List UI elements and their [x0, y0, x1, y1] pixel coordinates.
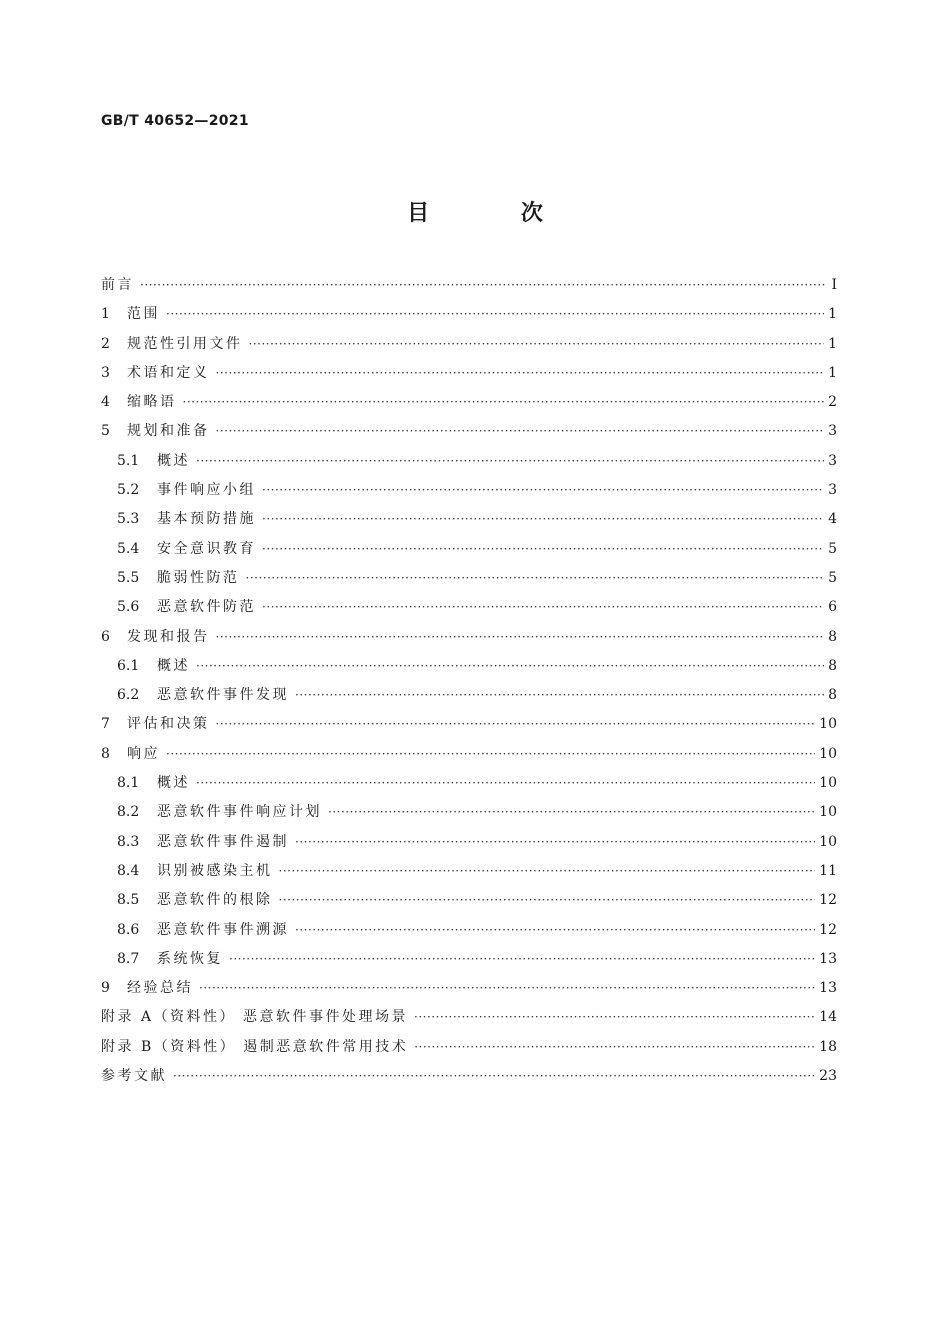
toc-dot-leader — [279, 893, 816, 907]
toc-entry-label: 前言 — [101, 277, 134, 293]
toc-entry-label: 发现和报告 — [127, 628, 210, 645]
toc-entry-label: 恶意软件事件响应计划 — [157, 804, 322, 821]
toc-entry[interactable] — [101, 743, 837, 772]
toc-entry-number: 8.4 — [117, 862, 140, 879]
toc-entry[interactable] — [101, 1065, 837, 1094]
toc-dot-leader — [216, 424, 825, 438]
toc-dot-leader — [173, 1069, 815, 1083]
toc-entry[interactable] — [101, 655, 837, 684]
toc-entry-number: 6 — [101, 628, 110, 645]
toc-dot-leader — [166, 747, 815, 761]
toc-entry[interactable] — [101, 889, 837, 918]
toc-dot-leader — [229, 952, 815, 966]
toc-entry-page-number: 12 — [819, 921, 837, 938]
toc-entry-page-number: 6 — [828, 599, 837, 616]
toc-entry-page-number: 3 — [828, 423, 837, 440]
toc-entry-page-number: 10 — [819, 804, 837, 821]
toc-dot-leader — [216, 366, 825, 380]
toc-dot-leader — [196, 776, 815, 790]
toc-entry-page-number: 1 — [828, 364, 837, 381]
toc-entry-label: 系统恢复 — [157, 950, 223, 967]
toc-dot-leader — [414, 1040, 815, 1054]
toc-entry-label: 恶意软件防范 — [157, 599, 256, 616]
toc-entry-page-number: 10 — [819, 833, 837, 850]
toc-entry-number: 8.5 — [117, 892, 140, 909]
toc-entry[interactable] — [101, 860, 837, 889]
toc-entry-page-number: 10 — [819, 716, 837, 733]
toc-entry[interactable] — [101, 274, 837, 303]
toc-entry-number: 5.4 — [117, 540, 140, 557]
toc-entry-number: 5.2 — [117, 482, 140, 499]
toc-dot-leader — [262, 512, 824, 526]
toc-entry-label: 参考文献 — [101, 1068, 167, 1085]
toc-entry-number: 8.3 — [117, 833, 140, 850]
toc-entry-page-number: 5 — [828, 569, 837, 586]
toc-entry[interactable] — [101, 567, 837, 596]
toc-dot-leader — [246, 571, 825, 585]
toc-entry-number: 8.7 — [117, 950, 140, 967]
toc-entry[interactable] — [101, 450, 837, 479]
toc-dot-leader — [262, 542, 824, 556]
toc-dot-leader — [262, 483, 824, 497]
toc-dot-leader — [295, 923, 815, 937]
toc-entry[interactable] — [101, 801, 837, 830]
toc-entry-label: 脆弱性防范 — [157, 569, 240, 586]
toc-entry[interactable] — [101, 977, 837, 1006]
toc-entry[interactable] — [101, 948, 837, 977]
toc-entry-label: 响应 — [127, 745, 160, 762]
toc-entry-label: 范围 — [127, 306, 160, 323]
toc-entry-page-number: 2 — [828, 394, 837, 411]
toc-dot-leader — [183, 395, 825, 409]
toc-entry[interactable] — [101, 333, 837, 362]
toc-entry-label: 经验总结 — [127, 980, 193, 997]
toc-entry-number: 1 — [101, 306, 110, 323]
toc-entry-page-number: 12 — [819, 892, 837, 909]
toc-entry-number: 8.1 — [117, 775, 140, 792]
toc-entry-number: 6.2 — [117, 687, 140, 704]
toc-entry-page-number: 1 — [828, 306, 837, 323]
toc-entry-page-number: 8 — [828, 628, 837, 645]
toc-entry-page-number: 23 — [819, 1068, 837, 1085]
toc-dot-leader — [196, 454, 824, 468]
toc-entry-page-number: 4 — [828, 511, 837, 528]
toc-entry-label: 安全意识教育 — [157, 540, 256, 557]
toc-dot-leader — [140, 278, 825, 292]
toc-entry-number: 5.6 — [117, 599, 140, 616]
toc-entry-number: 5 — [101, 423, 110, 440]
toc-entry-number: 8.2 — [117, 804, 140, 821]
toc-entry[interactable] — [101, 772, 837, 801]
toc-entry-number: 2 — [101, 335, 110, 352]
toc-entry-page-number: 1 — [828, 335, 837, 352]
toc-dot-leader — [216, 630, 825, 644]
toc-entry-number: 3 — [101, 364, 110, 381]
toc-entry-page-number: 11 — [819, 862, 837, 879]
toc-entry[interactable] — [101, 420, 837, 449]
toc-entry[interactable] — [101, 538, 837, 567]
toc-entry-page-number: 5 — [828, 540, 837, 557]
toc-entry-number: 7 — [101, 716, 110, 733]
toc-entry-number: 6.1 — [117, 657, 140, 674]
toc-entry-page-number: 18 — [819, 1038, 837, 1055]
toc-entry-page-number: 10 — [819, 745, 837, 762]
toc-entry-page-number: I — [831, 277, 837, 293]
toc-entry-label: 恶意软件事件发现 — [157, 687, 289, 704]
toc-entry-label: 规划和准备 — [127, 423, 210, 440]
toc-entry-label: 识别被感染主机 — [157, 862, 273, 879]
toc-entry-page-number: 8 — [828, 687, 837, 704]
toc-entry[interactable] — [101, 684, 837, 713]
toc-entry[interactable] — [101, 713, 837, 742]
toc-entry-number: 5.1 — [117, 452, 140, 469]
toc-entry[interactable] — [101, 391, 837, 420]
toc-entry-label: 评估和决策 — [127, 716, 210, 733]
toc-entry-label: 概述 — [157, 452, 190, 469]
toc-entry[interactable] — [101, 362, 837, 391]
toc-entry-label: 恶意软件的根除 — [157, 892, 273, 909]
toc-entry-label: 附录 B（资料性） 遏制恶意软件常用技术 — [101, 1038, 409, 1055]
toc-entry-label: 基本预防措施 — [157, 511, 256, 528]
toc-title: 目 次 — [407, 201, 585, 226]
toc-entry-number: 4 — [101, 394, 110, 411]
toc-entry-label: 概述 — [157, 775, 190, 792]
toc-list — [101, 274, 837, 1094]
toc-entry-label: 缩略语 — [127, 394, 177, 411]
toc-entry-label: 恶意软件事件溯源 — [157, 921, 289, 938]
toc-entry[interactable] — [101, 626, 837, 655]
toc-dot-leader — [166, 307, 824, 321]
toc-entry[interactable] — [101, 1006, 837, 1035]
toc-entry-number: 9 — [101, 980, 110, 997]
toc-entry[interactable] — [101, 596, 837, 625]
toc-dot-leader — [414, 1010, 815, 1024]
toc-entry[interactable] — [101, 479, 837, 508]
toc-dot-leader — [279, 864, 816, 878]
toc-entry-number: 5.5 — [117, 569, 140, 586]
toc-dot-leader — [199, 981, 815, 995]
toc-entry-number: 5.3 — [117, 511, 140, 528]
toc-entry-label: 附录 A（资料性） 恶意软件事件处理场景 — [101, 1009, 409, 1026]
toc-entry-label: 术语和定义 — [127, 364, 210, 381]
toc-entry-page-number: 3 — [828, 482, 837, 499]
toc-entry-label: 事件响应小组 — [157, 482, 256, 499]
toc-entry-number: 8 — [101, 745, 110, 762]
toc-dot-leader — [216, 717, 816, 731]
toc-entry[interactable] — [101, 1036, 837, 1065]
toc-entry-label: 恶意软件事件遏制 — [157, 833, 289, 850]
toc-entry[interactable] — [101, 508, 837, 537]
toc-dot-leader — [196, 659, 824, 673]
toc-entry-label: 概述 — [157, 657, 190, 674]
toc-entry-page-number: 3 — [828, 452, 837, 469]
toc-dot-leader — [249, 337, 825, 351]
toc-entry-page-number: 14 — [819, 1009, 837, 1026]
toc-entry-page-number: 13 — [819, 950, 837, 967]
toc-entry[interactable] — [101, 919, 837, 948]
toc-entry[interactable] — [101, 303, 837, 332]
toc-dot-leader — [328, 805, 815, 819]
toc-dot-leader — [295, 688, 824, 702]
toc-dot-leader — [262, 600, 824, 614]
standard-code: GB/T 40652—2021 — [101, 113, 249, 129]
toc-entry-page-number: 8 — [828, 657, 837, 674]
toc-entry[interactable] — [101, 831, 837, 860]
toc-entry-label: 规范性引用文件 — [127, 335, 243, 352]
toc-entry-page-number: 13 — [819, 980, 837, 997]
toc-dot-leader — [295, 835, 815, 849]
toc-entry-page-number: 10 — [819, 775, 837, 792]
toc-entry-number: 8.6 — [117, 921, 140, 938]
